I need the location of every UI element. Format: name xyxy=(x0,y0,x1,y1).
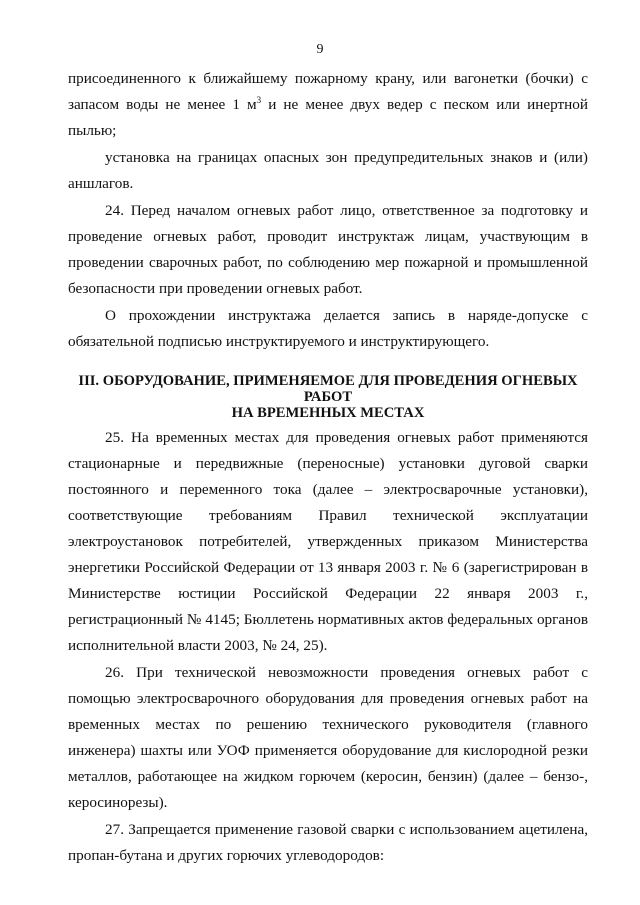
section-heading xyxy=(68,373,588,421)
superscript-cubic: 3 xyxy=(256,95,262,105)
page-number: 9 xyxy=(316,42,324,57)
section-heading-line-2: НА ВРЕМЕННЫХ МЕСТАХ xyxy=(231,405,425,421)
paragraph-signs: установка на границах опасных зон предупредительных знаков и (или) аншлагов. xyxy=(68,149,588,192)
paragraph-24: 24. Перед началом огневых работ лицо, ответственное за подготовку и проведение огневых работ, проводит инструктаж лицам, участвующим в проведении сварочных работ, по соблюдению мер пожарной и промышленной безопасности при проведении огневых работ. xyxy=(68,202,588,297)
section-heading-line-1: III. ОБОРУДОВАНИЕ, ПРИМЕНЯЕМОЕ ДЛЯ ПРОВЕДЕНИЯ ОГНЕВЫХ РАБОТ xyxy=(78,373,578,405)
paragraph-text-after: и не менее двух ведер с песком или инертной пылью; xyxy=(68,96,588,139)
document-body xyxy=(68,66,588,869)
paragraph-text: присоединенного к ближайшему пожарному крану, или вагонетки (бочки) с запасом воды не менее 1 м xyxy=(68,70,588,113)
paragraph-26: 26. При технической невозможности проведения огневых работ с помощью электросварочного оборудования для проведения огневых работ на временных местах по решению технического руководителя (главного инженера) шахты или УОФ применяется оборудование для кислородной резки металлов, работающее на жидком горючем (керосин, бензин) (далее – бензо-, керосинорезы). xyxy=(68,664,588,811)
paragraph-27: 27. Запрещается применение газовой сварки с использованием ацетилена, пропан-бутана и других горючих углеводородов: xyxy=(68,821,588,864)
paragraph-instruction-record: О прохождении инструктажа делается запись в наряде-допуске с обязательной подписью инструктируемого и инструктирующего. xyxy=(68,307,588,350)
paragraph-continuation xyxy=(68,66,588,144)
paragraph-25: 25. На временных местах для проведения огневых работ применяются стационарные и передвижные (переносные) установки дуговой сварки постоянного и переменного тока (далее – электросварочные установки), соответствующие требованиям Правил технической эксплуатации электроустановок потребителей, утвержденных приказом Министерства энергетики Российской Федерации от 13 января 2003 г. № 6 (зарегистрирован в Министерстве юстиции Российской Федерации 22 января 2003 г., регистрационный № 4145; Бюллетень нормативных актов федеральных органов исполнительной власти 2003, № 24, 25). xyxy=(68,429,588,654)
